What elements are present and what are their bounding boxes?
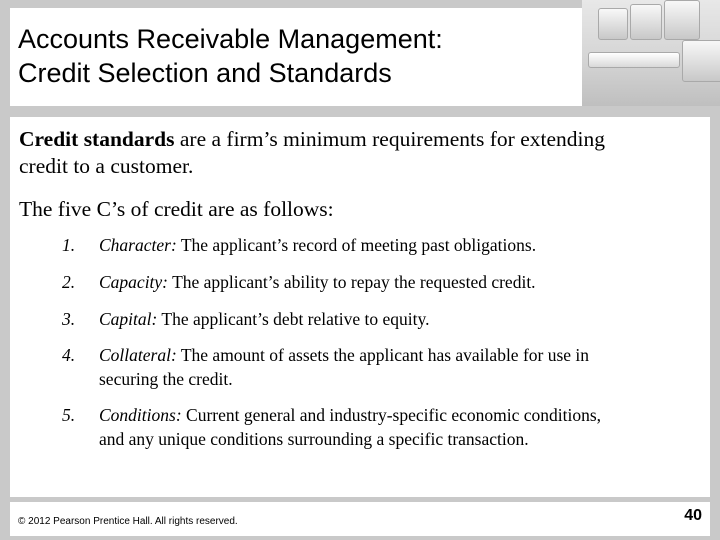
definition-term: Credit standards bbox=[19, 127, 175, 151]
list-item-text: The applicant’s record of meeting past obligations. bbox=[176, 235, 537, 255]
list-item-number: 3. bbox=[62, 309, 76, 329]
credit-standards-definition bbox=[19, 126, 605, 180]
list-item-text: Current general and industry-specific economic conditions, bbox=[181, 405, 602, 425]
five-cs-lead: The five C’s of credit are as follows: bbox=[19, 197, 334, 221]
list-item-number: 5. bbox=[62, 405, 76, 425]
copyright-notice: © 2012 Pearson Prentice Hall. All rights reserved. bbox=[18, 516, 238, 527]
list-item-text: The amount of assets the applicant has available for use in bbox=[176, 345, 590, 365]
page-number: 40 bbox=[684, 507, 702, 524]
slide-title bbox=[18, 22, 443, 90]
list-item-term: Conditions: bbox=[99, 405, 182, 425]
table-shape bbox=[588, 52, 680, 68]
list-item-body bbox=[99, 270, 536, 294]
list-item-text-continued: securing the credit. bbox=[99, 369, 233, 389]
list-item-term: Capacity: bbox=[99, 272, 169, 292]
title-line-1: Accounts Receivable Management: bbox=[18, 24, 443, 54]
list-item-number: 4. bbox=[62, 345, 76, 365]
definition-text-line-2: credit to a customer. bbox=[19, 154, 194, 178]
chair-shape bbox=[664, 0, 700, 40]
chair-shape bbox=[630, 4, 662, 40]
list-item-term: Collateral: bbox=[99, 345, 177, 365]
list-item-body bbox=[99, 307, 429, 331]
list-item-text-continued: and any unique conditions surrounding a specific transaction. bbox=[99, 429, 529, 449]
chair-shape bbox=[682, 40, 720, 82]
chair-shape bbox=[598, 8, 628, 40]
list-item-body bbox=[99, 403, 601, 451]
title-band bbox=[10, 8, 582, 106]
list-item-number: 1. bbox=[62, 235, 76, 255]
list-item-number: 2. bbox=[62, 272, 76, 292]
definition-text-line-1: are a firm’s minimum requirements for extending bbox=[174, 127, 605, 151]
list-item-term: Character: bbox=[99, 235, 177, 255]
conference-room-photo bbox=[582, 0, 720, 106]
list-item-text: The applicant’s ability to repay the requested credit. bbox=[168, 272, 536, 292]
content-panel bbox=[10, 117, 710, 497]
title-line-2: Credit Selection and Standards bbox=[18, 58, 392, 88]
list-item-term: Capital: bbox=[99, 309, 158, 329]
list-item-text: The applicant’s debt relative to equity. bbox=[157, 309, 430, 329]
list-item-body bbox=[99, 343, 589, 391]
list-item-body bbox=[99, 233, 536, 257]
footer bbox=[10, 502, 710, 536]
